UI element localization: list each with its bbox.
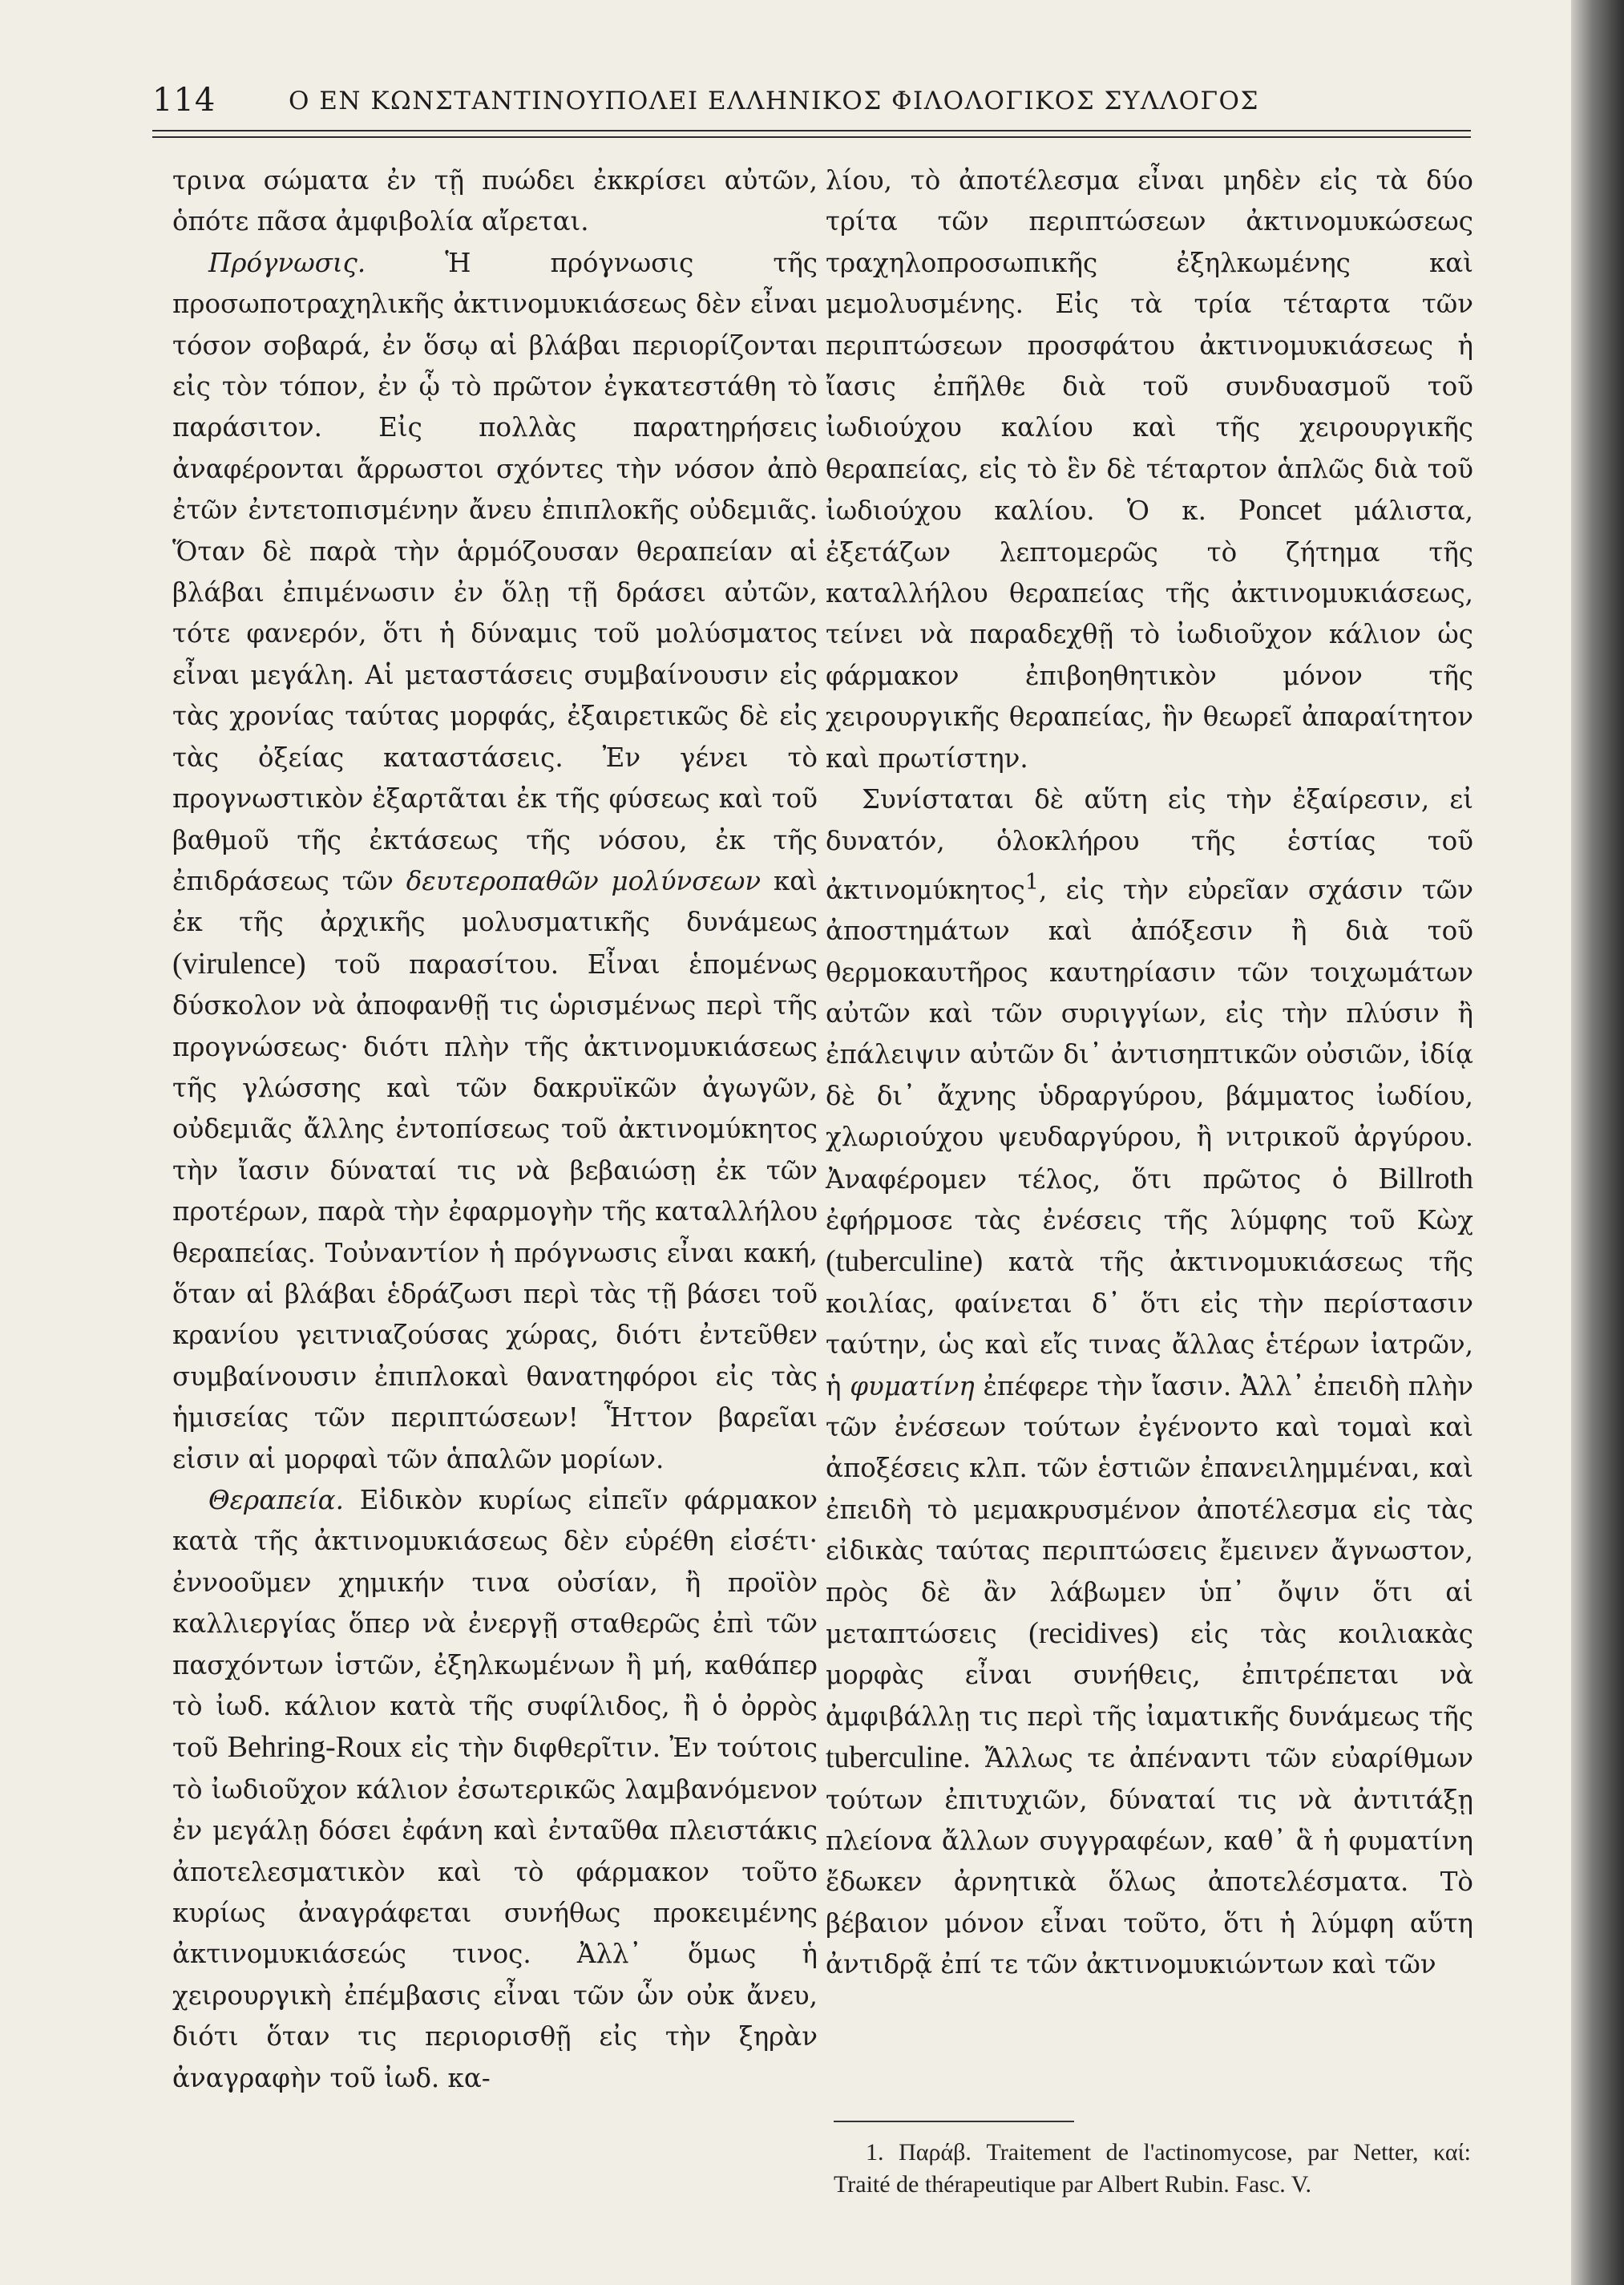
footnote-text: Παράβ. Traitement de l'actinomycose, par Netter, καί: Traité de thérapeutique par Albert Rubin. Fasc. V. (834, 2139, 1472, 2198)
page-header (152, 80, 1475, 120)
latin-term: (virulence) (172, 946, 306, 981)
latin-name: Poncet (1238, 493, 1322, 528)
footnote-number: 1. (866, 2139, 884, 2166)
paragraph-text: ἐπέφερε τὴν ἴασιν. Ἀλλ᾽ ἐπειδὴ πλὴν τῶν ἐνέσεων τούτων ἐγένοντο καὶ τομαὶ καὶ ἀποξέσεις κλπ. τῶν ἑστιῶν ἐπανειλημμέναι, καὶ ἐπειδὴ τὸ μεμακρυσμένον ἀποτέλεσμα εἰς τὰς εἰδικὰς ταύτας περιπτώσεις ἔμεινεν ἄγνωστον, πρὸς δὲ ἂν λάβωμεν ὑπ᾽ ὄψιν ὅτι αἱ μεταπτώσεις (826, 1370, 1473, 1650)
paragraph-text: εἰς τὴν διφθερῖτιν. Ἐν τούτοις τὸ ἰωδιοῦχον κάλιον ἐσωτερικῶς λαμβανόμενον ἐν μεγάλῃ δόσει ἐφάνη καὶ ἐνταῦθα πλειστάκις ἀποτελεσματικὸν καὶ τὸ φάρμακον τοῦτο κυρίως ἀναγράφεται συνήθως προκειμένης ἀκτινομυκιάσεώς τινος. Ἀλλ᾽ ὅμως ἡ χειρουργικὴ ἐπέμβασις εἶναι τῶν ὧν οὐκ ἄνευ, διότι ὅταν τις περιορισθῇ εἰς τὴν ξηρὰν ἀναγραφὴν τοῦ ἰωδ. κα- (172, 1733, 818, 2093)
footnote (834, 2137, 1471, 2201)
book-edge-shadow (1571, 0, 1624, 2285)
paragraph (172, 160, 818, 243)
paragraph-text: κατὰ τῆς ἀκτινομυκιάσεως τῆς κοιλίας, φαίνεται δ᾽ ὅτι εἰς τὴν περίστασιν ταύτην, ὡς καὶ εἴς τινας ἄλλας ἑτέρων ἰατρῶν, ἡ (826, 1247, 1473, 1401)
running-title: Ο ΕΝ ΚΩΝΣΤΑΝΤΙΝΟΥΠΟΛΕΙ ΕΛΛΗΝΙΚΟΣ ΦΙΛΟΛΟΓΙΚΟΣ ΣΥΛΛΟΓΟΣ (289, 87, 1259, 115)
paragraph-text: τοῦ παρασίτου. Εἶναι ἑπομένως δύσκολον νὰ ἀποφανθῇ τις ὡρισμένως περὶ τῆς προγνώσεως· διότι πλὴν τῆς ἀκτινομυκιάσεως τῆς γλώσσης καὶ τῶν δακρυϊκῶν ἀγωγῶν, οὐδεμιᾶς ἄλλης ἐντοπίσεως τοῦ ἀκτινομύκητος τὴν ἴασιν δύναταί τις νὰ βεβαιώσῃ ἐκ τῶν προτέρων, παρὰ τὴν ἐφαρμογὴν τῆς καταλλήλου θεραπείας. Τοὐναντίον ἡ πρόγνωσις εἶναι κακή, ὅταν αἱ βλάβαι ἑδράζωσι περὶ τὰς τῇ βάσει τοῦ κρανίου γειτνιαζούσας χώρας, διότι ἐντεῦθεν συμβαίνουσιν ἐπιπλοκαὶ θανατηφόροι εἰς τὰς ἡμισείας τῶν περιπτώσεων! Ἧττον βαρεῖαι εἰσιν αἱ μορφαὶ τῶν ἁπαλῶν μορίων. (172, 948, 818, 1474)
paragraph (826, 160, 1473, 779)
paragraph-text: , εἰς τὴν εὐρεῖαν σχάσιν τῶν ἀποστημάτων καὶ ἀπόξεσιν ἢ διὰ τοῦ θερμοκαυτῆρος καυτηρίασιν τῶν τοιχωμάτων αὐτῶν καὶ τῶν συριγγίων, εἰς τὴν πλύσιν ἢ ἐπάλειψιν αὐτῶν δι᾽ ἀντισηπτικῶν οὐσιῶν, ἰδίᾳ δὲ δι᾽ ἄχνης ὑδραργύρου, βάμματος ἰωδίου, χλωριούχου ψευδαργύρου, ἢ νιτρικοῦ ἀργύρου. Ἀναφέρομεν τέλος, ὅτι πρῶτος ὁ (826, 874, 1473, 1195)
footnote-marker[interactable]: 1 (1024, 869, 1039, 895)
emphasis-term: φυματίνη (850, 1370, 975, 1401)
latin-term: Behring-Roux (227, 1730, 402, 1765)
page-number: 114 (152, 82, 216, 119)
paragraph-text: λίου, τὸ ἀποτέλεσμα εἶναι μηδὲν εἰς τὰ δύο τρίτα τῶν περιπτώσεων ἀκτινομυκώσεως τραχηλοπροσωπικῆς ἐξηλκωμένης καὶ μεμολυσμένης. Εἰς τὰ τρία τέταρτα τῶν περιπτώσεων προσφάτου ἀκτινομυκιάσεως ἡ ἴασις ἐπῆλθε διὰ τοῦ συνδυασμοῦ τοῦ ἰωδιούχου καλίου καὶ τῆς χειρουργικῆς θεραπείας, εἰς τὸ ἓν δὲ τέταρτον ἁπλῶς διὰ τοῦ ἰωδιούχου καλίου. Ὁ κ. (826, 165, 1473, 527)
paragraph-text: καὶ ἐκ τῆς ἀρχικῆς μολυσματικῆς δυνάμεως (172, 865, 818, 938)
latin-term: (recidives) (1028, 1616, 1159, 1651)
section-heading-prognosis: Πρόγνωσις. (208, 247, 366, 278)
emphasis-term: δευτεροπαθῶν μολύνσεων (406, 865, 762, 896)
paragraph (826, 779, 1473, 1986)
paragraph-text: τρινα σώματα ἐν τῇ πυώδει ἐκκρίσει αὐτῶν, ὁπότε πᾶσα ἀμφιβολία αἴρεται. (172, 165, 818, 237)
latin-term: (tuberculine) (826, 1244, 984, 1279)
header-rule-top (152, 130, 1471, 131)
paragraph-text: μάλιστα, ἐξετάζων λεπτομερῶς τὸ ζήτημα τῆς καταλλήλου θεραπείας τῆς ἀκτινομυκιάσεως, τείνει νὰ παραδεχθῇ τὸ ἰωδιοῦχον κάλιον ὡς φάρμακον ἐπιβοηθητικὸν μόνον τῆς χειρουργικῆς θεραπείας, ἣν θεωρεῖ ἀπαραίτητον καὶ πρωτίστην. (826, 495, 1473, 774)
paragraph-text: . Ἄλλως τε ἀπέναντι τῶν εὐαρίθμων τούτων ἐπιτυχιῶν, δύναταί τις νὰ ἀντιτάξῃ πλείονα ἄλλων συγγραφέων, καθ᾽ ἃ ἡ φυματίνη ἔδωκεν ἀρνητικὰ ὅλως ἀποτελέσματα. Τὸ βέβαιον μόνον εἶναι τοῦτο, ὅτι ἡ λύμφη αὕτη ἀντιδρᾷ ἐπί τε τῶν ἀκτινομυκιώντων καὶ τῶν (826, 1743, 1473, 1980)
latin-term: tuberculine (826, 1741, 963, 1775)
paragraph-text: ἐφήρμοσε τὰς ἐνέσεις τῆς λύμφης τοῦ Κὼχ (826, 1204, 1473, 1236)
latin-name: Billroth (1378, 1161, 1473, 1195)
paragraph-text: εἰς τὰς κοιλιακὰς μορφὰς εἶναι συνήθεις, ἐπιτρέπεται νὰ ἀμφιβάλλῃ τις περὶ τῆς ἰαματικῆς δυνάμεως τῆς (826, 1619, 1474, 1732)
left-column (172, 160, 818, 2099)
header-rule-bottom (152, 136, 1471, 138)
right-column (826, 160, 1473, 1986)
footnote-rule (834, 2121, 1074, 2122)
paragraph-prognosis (172, 243, 818, 1480)
paragraph-text: Ἡ πρόγνωσις τῆς προσωποτραχηλικῆς ἀκτινομυκιάσεως δὲν εἶναι τόσον σοβαρά, ἐν ὅσῳ αἱ βλάβαι περιορίζονται εἰς τὸν τόπον, ἐν ᾧ τὸ πρῶτον ἐγκατεστάθη τὸ παράσιτον. Εἰς πολλὰς παρατηρήσεις ἀναφέρονται ἄρρωστοι σχόντες τὴν νόσον ἀπὸ ἐτῶν ἐντετοπισμένην ἄνευ ἐπιπλοκῆς οὐδεμιᾶς. Ὅταν δὲ παρὰ τὴν ἁρμόζουσαν θεραπείαν αἱ βλάβαι ἐπιμένωσιν ἐν ὅλῃ τῇ δράσει αὐτῶν, τότε φανερόν, ὅτι ἡ δύναμις τοῦ μολύσματος εἶναι μεγάλη. Αἱ μεταστάσεις συμβαίνουσιν εἰς τὰς χρονίας ταύτας μορφάς, ἐξαιρετικῶς δὲ εἰς τὰς ὀξείας καταστάσεις. Ἐν γένει τὸ προγνωστικὸν ἐξαρτᾶται ἐκ τῆς φύσεως καὶ τοῦ βαθμοῦ τῆς ἐκτάσεως τῆς νόσου, ἐκ τῆς ἐπιδράσεως τῶν (172, 247, 818, 896)
section-heading-therapy: Θεραπεία. (208, 1485, 344, 1515)
paragraph-text: Εἰδικὸν κυρίως εἰπεῖν φάρμακον κατὰ τῆς ἀκτινομυκιάσεως δὲν εὑρέθη εἰσέτι· ἐννοοῦμεν χημικήν τινα οὐσίαν, ἢ προϊὸν καλλιεργίας ὅπερ νὰ ἐνεργῇ σταθερῶς ἐπὶ τῶν πασχόντων ἱστῶν, ἐξηλκωμένων ἢ μή, καθάπερ τὸ ἰωδ. κάλιον κατὰ τῆς συφίλιδος, ἢ ὁ ὀρρὸς τοῦ (172, 1485, 818, 1764)
paragraph-therapy (172, 1480, 818, 2099)
paragraph-text: Συνίσταται δὲ αὕτη εἰς τὴν ἐξαίρεσιν, εἰ δυνατόν, ὁλοκλήρου τῆς ἑστίας τοῦ ἀκτινομύκητος (826, 784, 1473, 905)
